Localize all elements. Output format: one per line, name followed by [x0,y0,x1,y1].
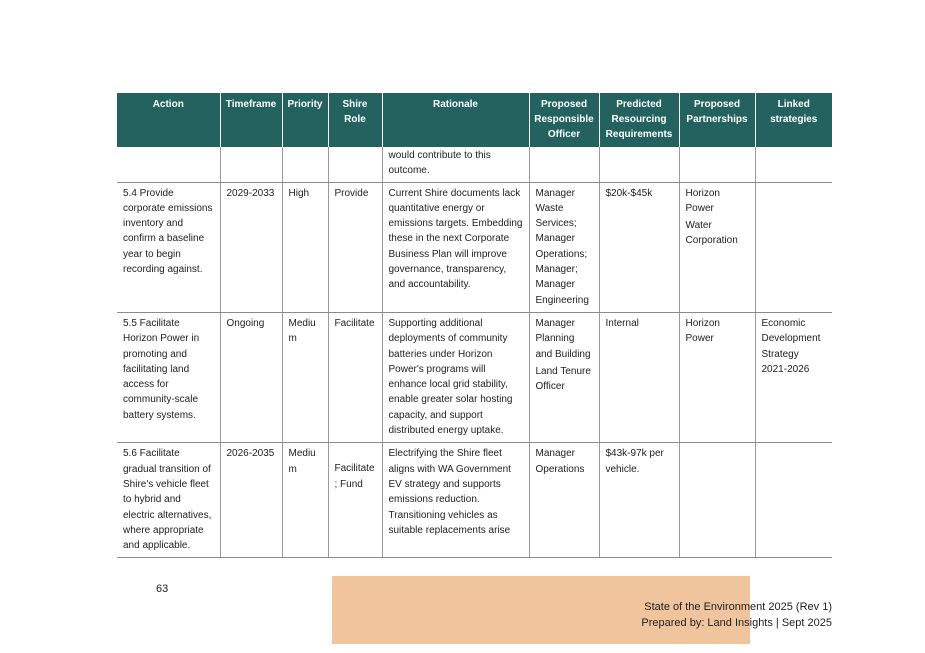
action-cell: 5.5 Facilitate Horizon Power in promoting and facilitating land access for community-scale battery systems. [117,312,220,442]
priority-cell: High [282,182,328,312]
resourcing-cell: Internal [599,312,679,442]
table-row [117,312,832,442]
report-title: State of the Environment 2025 (Rev 1) [644,601,832,613]
strategies-cell [755,443,832,558]
officer-item: Land Tenure Officer [535,365,591,393]
timeframe-cell: 2026-2035 [220,443,282,558]
partnerships-cell [679,312,755,442]
rationale-cell: would contribute to this outcome. [382,147,529,182]
header-rationale: Rationale [382,93,529,147]
priority-cell: Medium [282,443,328,558]
officer-cell: Manager Operations [529,443,599,558]
partnerships-cell [679,443,755,558]
header-responsible-officer: Proposed Responsible Officer [529,93,599,147]
prepared-by: Prepared by: Land Insights | Sept 2025 [641,617,832,629]
header-partnerships: Proposed Partnerships [679,93,755,147]
header-shire-role: Shire Role [328,93,382,147]
table-row [117,147,832,182]
shire-role-cell [328,443,382,558]
priority-cell: Medium [282,312,328,442]
action-cell: 5.6 Facilitate gradual transition of Shire's vehicle fleet to hybrid and electric alternatives, where appropriate and applicable. [117,443,220,558]
table-row [117,182,832,312]
partnership-item: Water Corporation [685,220,738,247]
strategies-cell [755,182,832,312]
officer-item: Manager Planning and Building [535,317,591,360]
table-row [117,443,832,558]
resourcing-cell: $20k-$45k [599,182,679,312]
footer-text [641,599,832,631]
officer-cell: Manager Waste Services; Manager Operations; Manager; Manager Engineering [529,182,599,312]
partnerships-cell [679,182,755,312]
header-timeframe: Timeframe [220,93,282,147]
timeframe-cell: Ongoing [220,312,282,442]
rationale-cell: Current Shire documents lack quantitative energy or emissions targets. Embedding these in the next Corporate Business Plan will improve governance, transparency, and accountability. [382,182,529,312]
table-header-row [117,93,832,147]
rationale-cell: Supporting additional deployments of community batteries under Horizon Power's programs will enhance local grid stability, enable greater solar hosting capacity, and support distributed energy uptake. [382,312,529,442]
officer-cell [529,312,599,442]
partnership-item: Horizon Power [685,187,720,214]
header-action: Action [117,93,220,147]
action-plan-table [117,93,832,558]
shire-role-cell: Facilitate [328,312,382,442]
shire-role-value: Facilitate; Fund [334,463,375,490]
header-linked-strategies: Linked strategies [755,93,832,147]
page-number: 63 [156,583,169,595]
partnership-item: Horizon Power [685,317,720,345]
action-cell: 5.4 Provide corporate emissions inventory and confirm a baseline year to begin recording against. [117,182,220,312]
resourcing-cell: $43k-97k per vehicle. [599,443,679,558]
timeframe-cell: 2029-2033 [220,182,282,312]
rationale-cell: Electrifying the Shire fleet aligns with WA Government EV strategy and supports emissions reduction. Transitioning vehicles as suitable replacements arise [382,443,529,558]
header-resourcing: Predicted Resourcing Requirements [599,93,679,147]
strategies-cell: Economic Development Strategy 2021-2026 [755,312,832,442]
shire-role-cell: Provide [328,182,382,312]
header-priority: Priority [282,93,328,147]
